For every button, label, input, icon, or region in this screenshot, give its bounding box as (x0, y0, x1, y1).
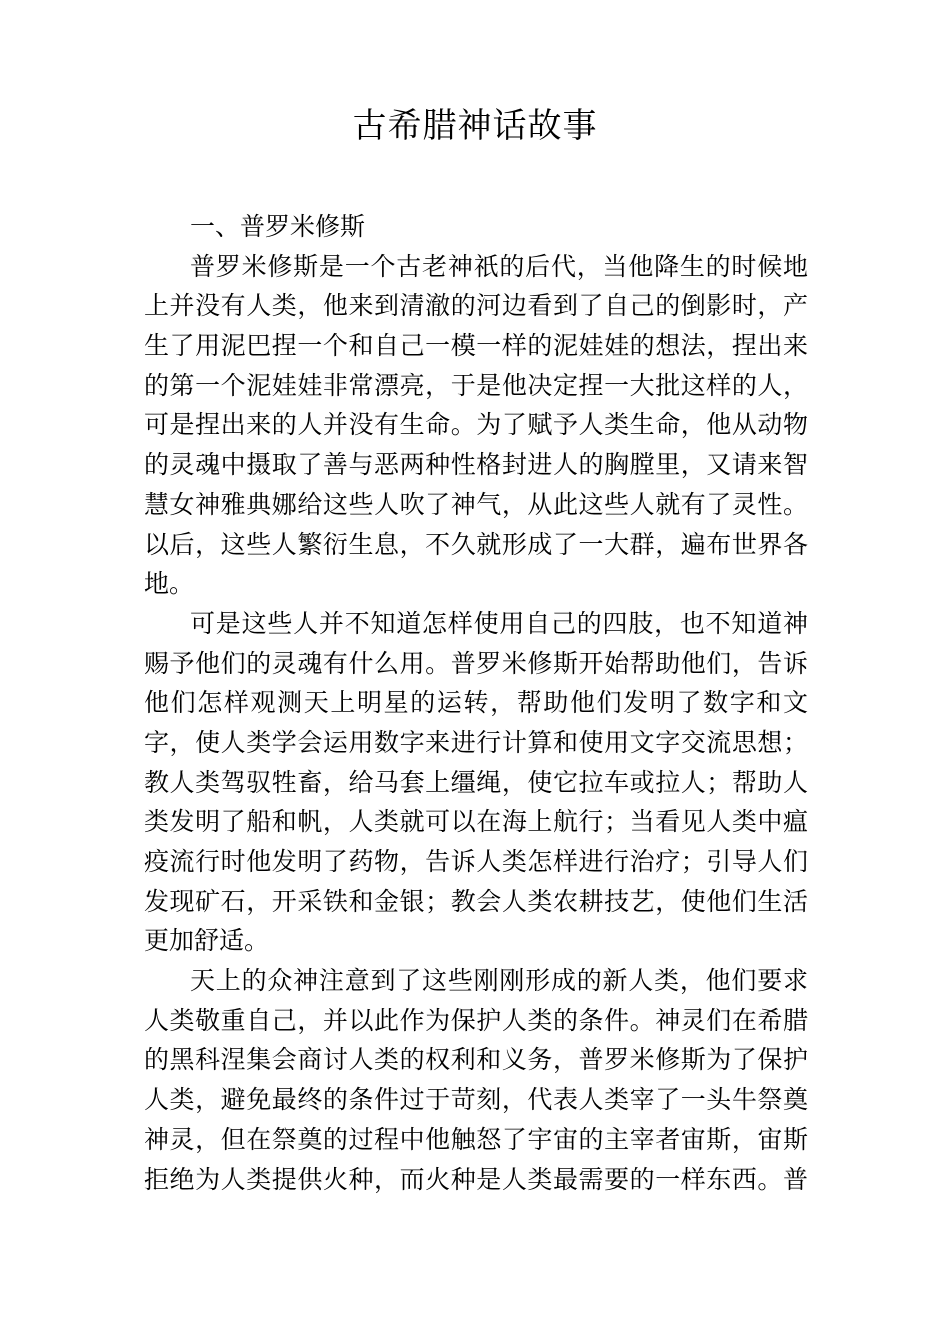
page-title: 古希腊神话故事 (352, 106, 598, 146)
paragraph-line: 的黑科涅集会商讨人类的权利和义务，普罗米修斯为了保护 (144, 1045, 808, 1075)
paragraph-line: 可是这些人并不知道怎样使用自己的四肢，也不知道神 (190, 608, 808, 638)
paragraph-line: 拒绝为人类提供火种，而火种是人类最需要的一样东西。普 (144, 1164, 808, 1194)
paragraph-line: 的第一个泥娃娃非常漂亮，于是他决定捏一大批这样的人， (144, 370, 808, 400)
paragraph-line: 发现矿石，开采铁和金银；教会人类农耕技艺，使他们生活 (144, 886, 808, 916)
paragraph-line: 赐予他们的灵魂有什么用。普罗米修斯开始帮助他们，告诉 (144, 648, 808, 678)
paragraph-line: 慧女神雅典娜给这些人吹了神气，从此这些人就有了灵性。 (144, 489, 808, 519)
paragraph-line: 以后，这些人繁衍生息，不久就形成了一大群，遍布世界各 (144, 529, 808, 559)
paragraph-line: 的灵魂中摄取了善与恶两种性格封进人的胸膛里，又请来智 (144, 450, 808, 480)
paragraph-line: 他们怎样观测天上明星的运转，帮助他们发明了数字和文 (144, 688, 808, 718)
paragraph-line: 可是捏出来的人并没有生命。为了赋予人类生命，他从动物 (144, 410, 808, 440)
paragraph-line: 地。 (144, 569, 195, 599)
paragraph-line: 字，使人类学会运用数字来进行计算和使用文字交流思想； (144, 727, 808, 757)
paragraph-line: 人类敬重自己，并以此作为保护人类的条件。神灵们在希腊 (144, 1005, 808, 1035)
paragraph-line: 生了用泥巴捏一个和自己一模一样的泥娃娃的想法，捏出来 (144, 331, 808, 361)
document-body (144, 207, 808, 1199)
paragraph-line: 上并没有人类，他来到清澈的河边看到了自己的倒影时，产 (144, 291, 808, 321)
paragraph-line: 神灵，但在祭奠的过程中他触怒了宇宙的主宰者宙斯，宙斯 (144, 1124, 808, 1154)
paragraph-line: 天上的众神注意到了这些刚刚形成的新人类，他们要求 (190, 966, 808, 996)
section-heading: 一、普罗米修斯 (190, 212, 366, 241)
paragraph-line: 普罗米修斯是一个古老神祇的后代，当他降生的时候地 (190, 251, 808, 281)
paragraph-line: 人类，避免最终的条件过于苛刻，代表人类宰了一头牛祭奠 (144, 1085, 808, 1115)
paragraph-line: 疫流行时他发明了药物，告诉人类怎样进行治疗；引导人们 (144, 847, 808, 876)
paragraph-line: 类发明了船和帆，人类就可以在海上航行；当看见人类中瘟 (144, 807, 808, 837)
paragraph-line: 教人类驾驭牲畜，给马套上缰绳，使它拉车或拉人；帮助人 (144, 767, 808, 797)
paragraph-line: 更加舒适。 (144, 926, 270, 956)
